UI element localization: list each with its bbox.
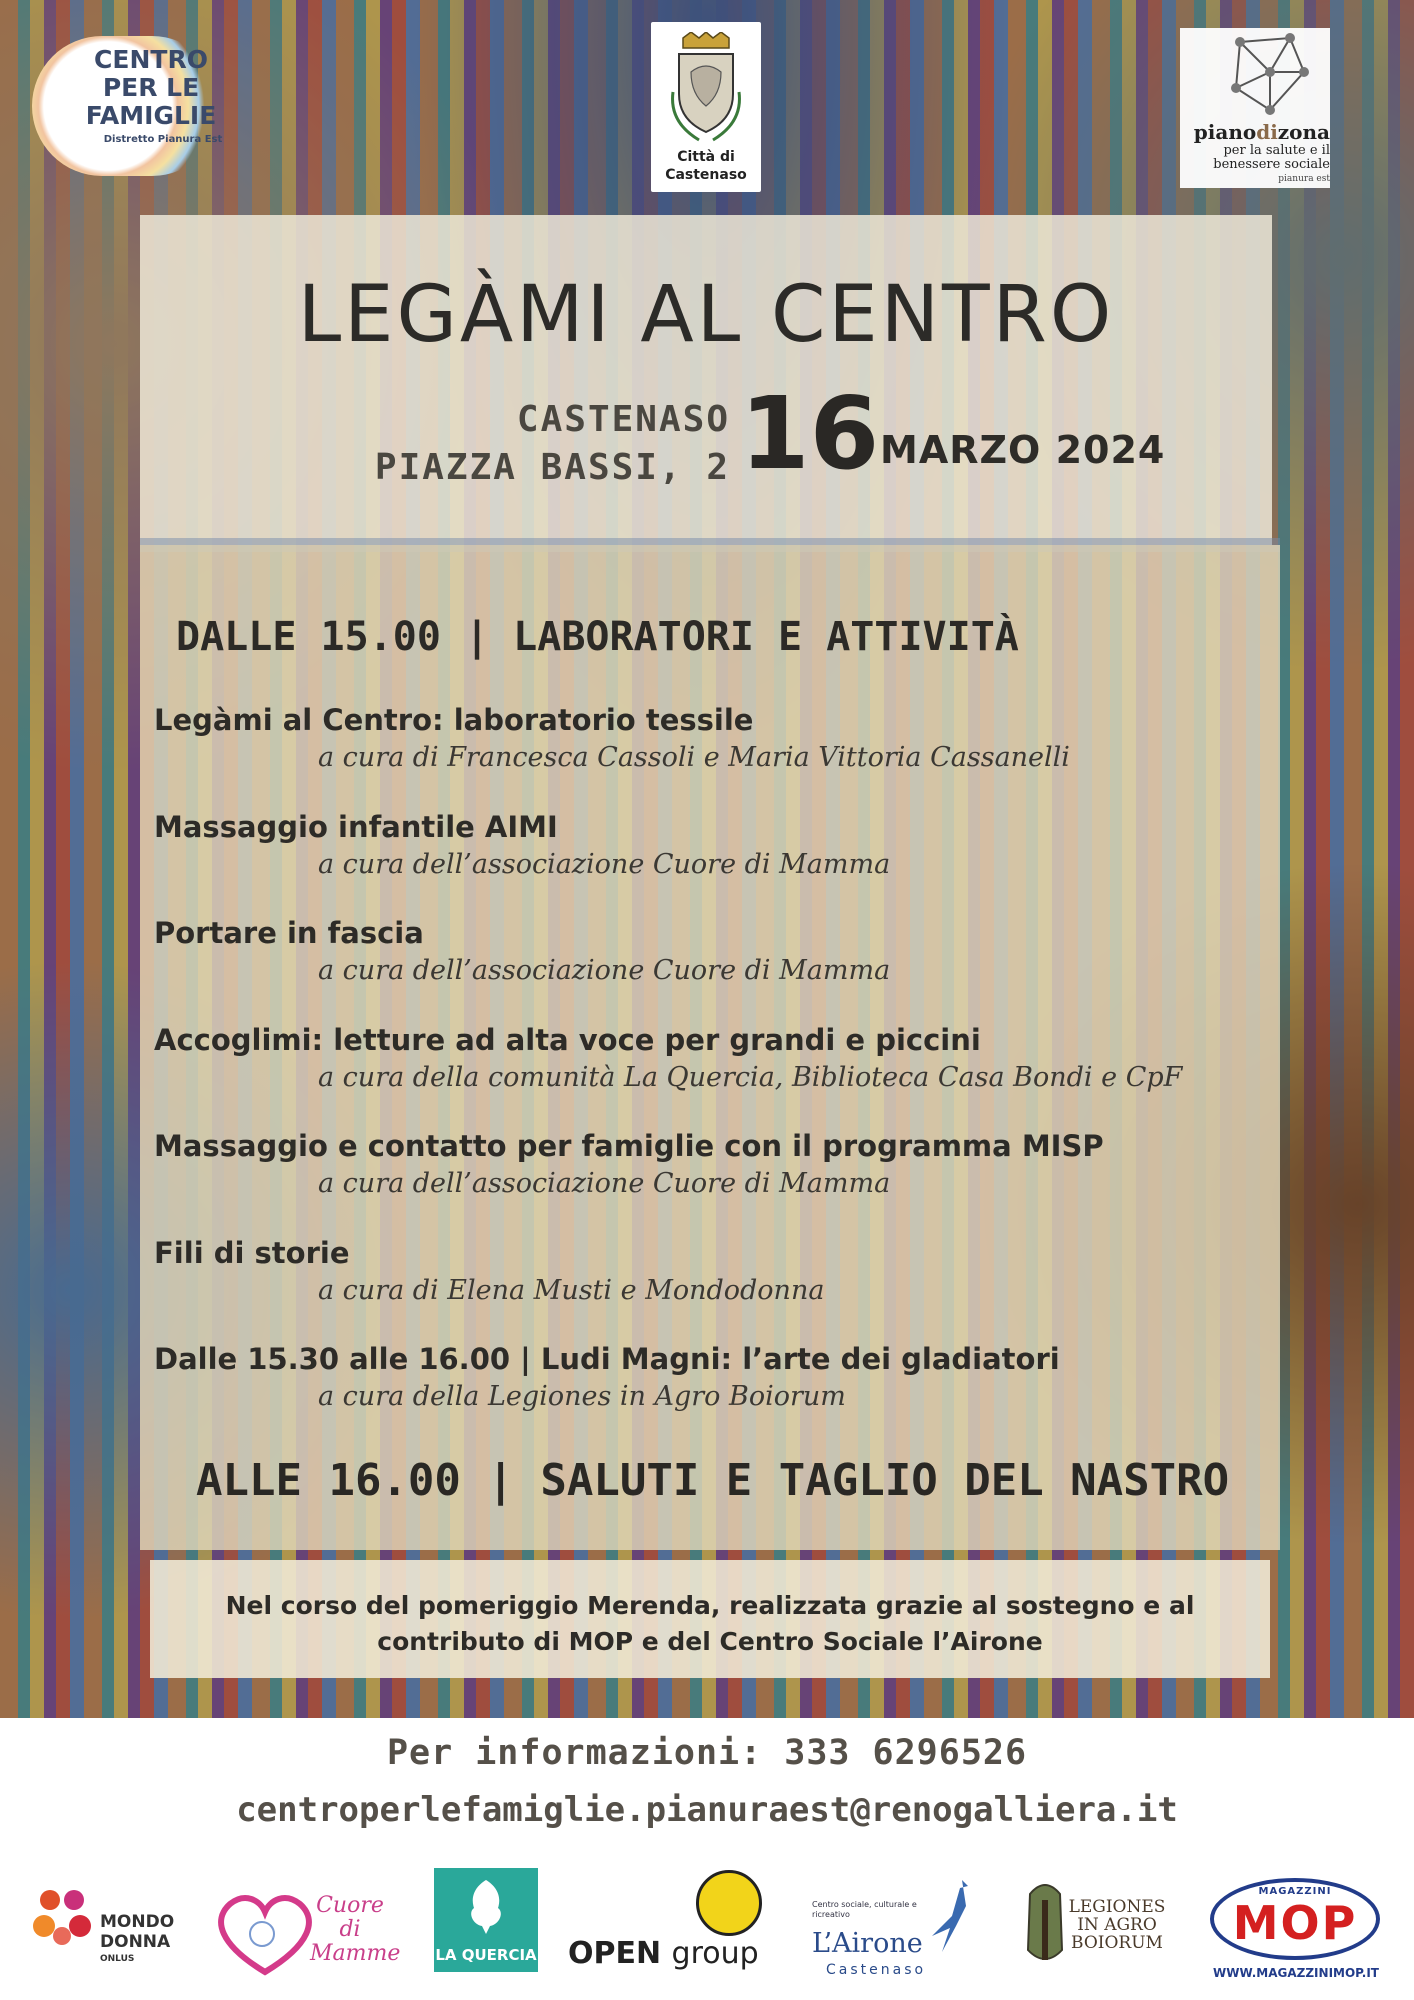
event-day: 16 (740, 375, 880, 492)
pdz-title-part2: di (1256, 120, 1278, 144)
program-heading: DALLE 15.00 | LABORATORI E ATTIVITÀ (176, 614, 1019, 660)
oak-leaf-icon (464, 1878, 508, 1934)
pdz-title-part3: zona (1277, 120, 1330, 144)
mondodonna-text-a: MONDO (100, 1912, 175, 1932)
event-month-year: MARZO 2024 (880, 428, 1166, 472)
magazzini-mop-logo (1206, 1870, 1386, 1980)
program-item-name: Legàmi al Centro: laboratorio tessile (154, 703, 754, 737)
mop-url[interactable]: WWW.MAGAZZINIMOP.IT (1213, 1966, 1379, 1980)
heron-icon (922, 1876, 982, 1956)
open-group-logo (568, 1870, 788, 1980)
program-item (154, 700, 1274, 807)
network-icon (1230, 32, 1310, 116)
program-item (154, 1339, 1274, 1446)
castenaso-logo (651, 22, 761, 192)
closing-ceremony: ALLE 16.00 | SALUTI E TAGLIO DEL NASTRO (196, 1455, 1230, 1506)
program-item (154, 1126, 1274, 1233)
castenaso-crest-icon (669, 32, 743, 144)
mondodonna-onlus: ONLUS (100, 1954, 135, 1964)
program-item-organizer: a cura di Francesca Cassoli e Maria Vittoria Cassanelli (318, 742, 1070, 773)
heart-icon (210, 1890, 320, 1980)
cuore-text-c: Mamme (310, 1941, 401, 1966)
program-item (154, 913, 1274, 1020)
open-text-b: group (671, 1936, 759, 1971)
note-line-1: Nel corso del pomeriggio Merenda, realizzata grazie al sostegno e al (225, 1591, 1195, 1620)
program-item-organizer: a cura di Elena Musti e Mondodonna (318, 1274, 825, 1306)
mondodonna-text-b: DONNA (100, 1932, 171, 1952)
mondodonna-text (100, 1912, 174, 1952)
event-city: CASTENASO (516, 399, 730, 440)
la-quercia-logo (434, 1868, 538, 1972)
airone-small-text: Centro sociale, culturale e ricreativo (812, 1900, 917, 1919)
cpf-logo-subtitle: Distretto Pianura Est (103, 134, 223, 145)
program-item-name: Portare in fascia (154, 916, 424, 950)
note-line-2: contributo di MOP e del Centro Sociale l’Airone (377, 1627, 1043, 1656)
legiones-text-c: BOIORUM (1071, 1933, 1163, 1953)
program-item-name: Massaggio e contatto per famiglie con il programma MISP (154, 1129, 1104, 1163)
event-title: LEGÀMI AL CENTRO (297, 270, 1115, 360)
quercia-text: LA QUERCIA (435, 1946, 537, 1964)
legiones-text-a: LEGIONES (1068, 1897, 1166, 1917)
program-item-name: Dalle 15.30 alle 16.00 | Ludi Magni: l’arte dei gladiatori (154, 1342, 1060, 1376)
program-item-organizer: a cura dell’associazione Cuore di Mamma (318, 955, 891, 986)
piano-di-zona-logo (1180, 28, 1330, 188)
pdz-logo-title (1180, 120, 1330, 144)
centro-per-le-famiglie-logo (32, 36, 222, 176)
pdz-title-part1: piano (1193, 120, 1257, 144)
program-item-organizer: a cura dell’associazione Cuore di Mamma (318, 848, 891, 880)
program-list (154, 700, 1274, 1446)
cuore-text (310, 1893, 401, 1966)
airone-city: Castenaso (826, 1962, 927, 1978)
airone-logo (812, 1870, 982, 1980)
merenda-note (150, 1588, 1270, 1660)
program-item-organizer: a cura della Legiones in Agro Boiorum (318, 1381, 846, 1412)
program-item-organizer: a cura dell’associazione Cuore di Mamma (318, 1168, 891, 1199)
legiones-text (1062, 1898, 1172, 1952)
castenaso-logo-text: Città di Castenaso (665, 149, 747, 183)
program-item-name: Accoglimi: letture ad alta voce per grandi e piccini (154, 1022, 981, 1057)
program-item-organizer: a cura della comunità La Quercia, Biblioteca Casa Bondi e CpF (318, 1061, 1183, 1093)
cuore-text-a: Cuore (316, 1893, 384, 1918)
mondodonna-mark-icon (30, 1886, 94, 1950)
cuore-di-mamme-logo (210, 1870, 400, 1980)
program-item-name: Massaggio infantile AIMI (154, 809, 558, 844)
legiones-logo (1020, 1870, 1170, 1980)
mop-big-text: MOP (1232, 1896, 1358, 1950)
program-item (154, 807, 1274, 914)
cuore-text-b: di (339, 1917, 361, 1942)
event-location (330, 396, 730, 492)
contact-email[interactable]: centroperlefamiglie.pianuraest@renogalliera.it (236, 1790, 1178, 1830)
cpf-logo-text: CENTRO PER LE FAMIGLIE (85, 45, 217, 130)
pdz-logo-subtitle: per la salute e il benessere sociale (1213, 143, 1330, 172)
legiones-text-b: IN AGRO (1077, 1915, 1157, 1935)
info-phone: Per informazioni: 333 6296526 (386, 1733, 1028, 1773)
open-group-text (568, 1936, 759, 1971)
program-item (154, 1233, 1274, 1340)
open-text-a: OPEN (568, 1936, 662, 1971)
title-panel (140, 215, 1272, 545)
mondodonna-logo (30, 1870, 190, 1980)
open-group-sun-icon (696, 1870, 762, 1936)
program-item (154, 1020, 1274, 1127)
program-item-name: Fili di storie (154, 1235, 350, 1270)
pdz-logo-small: pianura est (1278, 174, 1330, 184)
airone-name: L’Airone (812, 1928, 923, 1959)
event-address: PIAZZA BASSI, 2 (374, 447, 730, 488)
mop-top-text: MAGAZZINI (1258, 1886, 1332, 1897)
